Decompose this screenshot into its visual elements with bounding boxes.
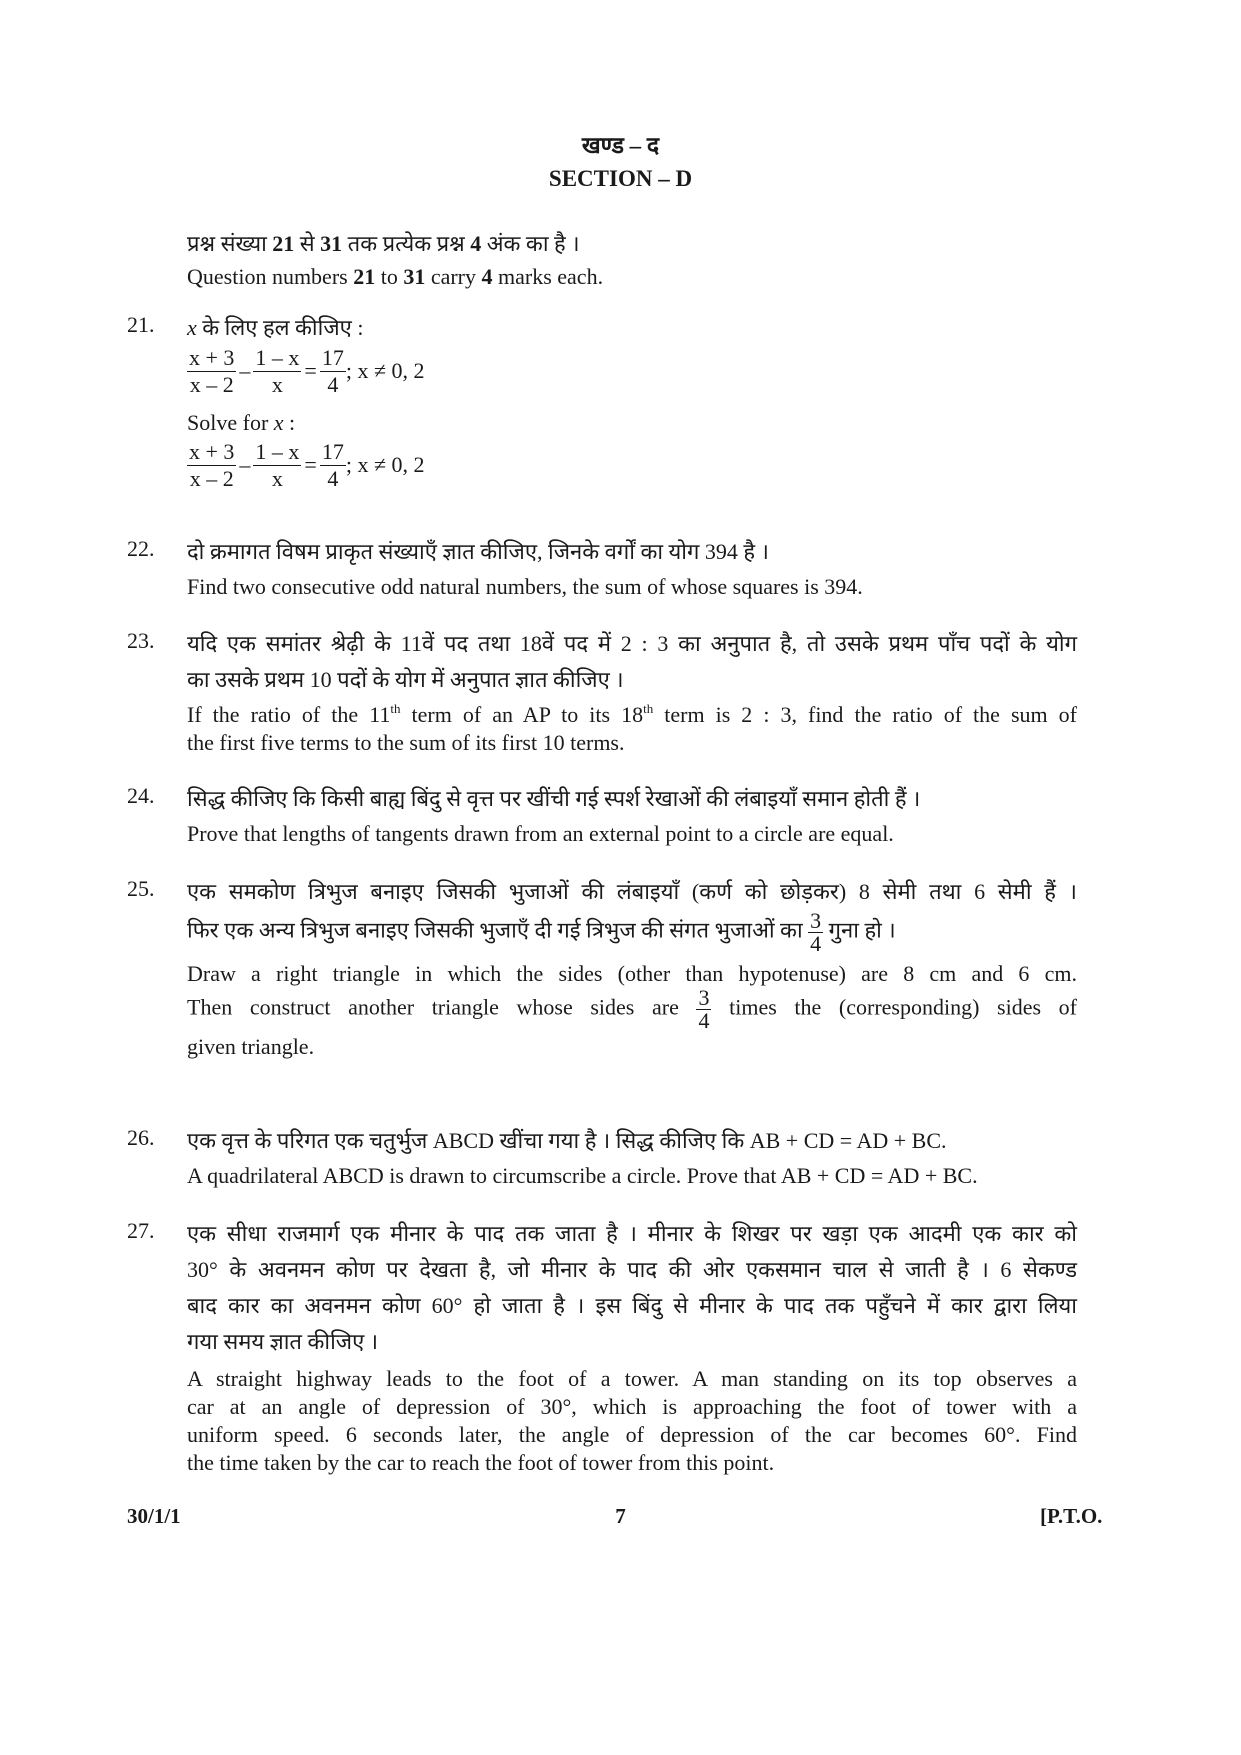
pto-label: [P.T.O. [1040, 1504, 1103, 1528]
fraction: $\frac{17}{4}$ [321, 438, 344, 491]
question-number: 27. [127, 1218, 155, 1243]
q26-hindi: एक वृत्त के परिगत एक चतुर्भुज ABCD खींचा गया है । सिद्ध कीजिए कि AB + CD = AD + BC. [187, 1128, 947, 1153]
q21-equation-hindi: $\frac{x + 3}{x - 2}$ – $\frac{1 - x}{x}$ = $\frac{17}{4}$ ; x ≠ 0, 2 [189, 344, 425, 397]
q25-english-line-2: Then construct another triangle whose sides are $\frac{3}{4}$ times the (corresponding) sides of [187, 985, 1078, 1033]
q22-hindi: दो क्रमागत विषम प्राकृत संख्याएँ ज्ञात कीजिए, जिनके वर्गों का योग 394 है । [187, 539, 769, 564]
question-body [187, 1218, 1077, 1476]
q27-hindi-line-3: बाद कार का अवनमन कोण 60° हो जाता है । इस बिंदु से मीनार के पाद तक पहुँचने में कार द्वारा लिया [187, 1293, 1077, 1318]
question-number: 25. [127, 876, 155, 901]
q22-english: Find two consecutive odd natural numbers, the sum of whose squares is 394. [187, 574, 863, 599]
question-number: 23. [127, 628, 155, 653]
q23-hindi-line-1: यदि एक समांतर श्रेढ़ी के 11वें पद तथा 18वें पद में 2 : 3 का अनुपात है, तो उसके प्रथम पाँच पदों के योग [187, 631, 1077, 656]
fraction: $\frac{1 - x}{x}$ [255, 344, 300, 397]
question-body [187, 312, 1077, 494]
paper-code: 30/1/1 [127, 1504, 181, 1528]
question-body [187, 1125, 1077, 1189]
q21-equation-english: $\frac{x + 3}{x - 2}$ – $\frac{1 - x}{x}$ = $\frac{17}{4}$ ; x ≠ 0, 2 [189, 438, 425, 491]
q23-english-line-2: the first five terms to the sum of its first 10 terms. [187, 730, 625, 755]
q23-english-line-1: If the ratio of the 11th term of an AP to its 18th term is 2 : 3, find the ratio of the sum of [187, 701, 1077, 727]
q26-english: A quadrilateral ABCD is drawn to circumscribe a circle. Prove that AB + CD = AD + BC. [187, 1163, 978, 1188]
page-number: 7 [615, 1504, 626, 1528]
q27-hindi-line-2: 30° के अवनमन कोण पर देखता है, जो मीनार के पाद की ओर एकसमान चाल से जाती है । 6 सेकण्ड [187, 1257, 1077, 1282]
fraction: $\frac{1 - x}{x}$ [255, 438, 300, 491]
q27-english-line-4: the time taken by the car to reach the foot of tower from this point. [187, 1450, 775, 1475]
q25-hindi-line-2: फिर एक अन्य त्रिभुज बनाइए जिसकी भुजाएँ दी गई त्रिभुज की संगत भुजाओं का $\frac{3}{4}$ गुना हो । [187, 908, 896, 956]
fraction: $\frac{3}{4}$ [698, 985, 710, 1033]
question-body [187, 628, 1077, 756]
question-body [187, 876, 1077, 1060]
intro-english: Question numbers 21 to 31 carry 4 marks each. [187, 264, 604, 289]
intro-hindi: प्रश्न संख्या 21 से 31 तक प्रत्येक प्रश्न 4 अंक का है । [187, 231, 580, 256]
q24-english: Prove that lengths of tangents drawn from an external point to a circle are equal. [187, 821, 894, 846]
q24-hindi: सिद्ध कीजिए कि किसी बाह्य बिंदु से वृत्त पर खींची गई स्पर्श रेखाओं की लंबाइयाँ समान होती हैं । [187, 786, 921, 811]
q27-english-line-1: A straight highway leads to the foot of a tower. A man standing on its top observes a [187, 1366, 1077, 1391]
q27-hindi-line-1: एक सीधा राजमार्ग एक मीनार के पाद तक जाता है । मीनार के शिखर पर खड़ा एक आदमी एक कार को [187, 1221, 1077, 1246]
q21-english: Solve for x : [187, 410, 296, 435]
question-body [187, 783, 1077, 847]
q25-english-line-1: Draw a right triangle in which the sides (other than hypotenuse) are 8 cm and 6 cm. [187, 961, 1077, 986]
question-number: 26. [127, 1125, 155, 1150]
q27-english-line-2: car at an angle of depression of 30°, which is approaching the foot of tower with a [187, 1394, 1077, 1419]
question-number: 21. [127, 312, 155, 337]
section-title-hindi: खण्ड – द [581, 133, 660, 158]
question-body [187, 536, 1077, 600]
fraction: $\frac{x + 3}{x - 2}$ [189, 438, 235, 491]
section-title-english: SECTION – D [548, 166, 693, 191]
fraction: $\frac{3}{4}$ [810, 908, 822, 956]
q27-hindi-line-4: गया समय ज्ञात कीजिए । [187, 1329, 379, 1354]
q23-hindi-line-2: का उसके प्रथम 10 पदों के योग में अनुपात ज्ञात कीजिए । [187, 667, 624, 692]
q25-english-line-3: given triangle. [187, 1034, 315, 1059]
q25-hindi-line-1: एक समकोण त्रिभुज बनाइए जिसकी भुजाओं की लंबाइयाँ (कर्ण को छोड़कर) 8 सेमी तथा 6 सेमी हैं । [187, 879, 1077, 904]
q21-hindi: x के लिए हल कीजिए : [187, 315, 364, 340]
question-number: 22. [127, 536, 155, 561]
fraction: $\frac{17}{4}$ [321, 344, 344, 397]
q27-english-line-3: uniform speed. 6 seconds later, the angle of depression of the car becomes 60°. Find [187, 1422, 1077, 1447]
fraction: $\frac{x + 3}{x - 2}$ [189, 344, 235, 397]
question-number: 24. [127, 783, 155, 808]
